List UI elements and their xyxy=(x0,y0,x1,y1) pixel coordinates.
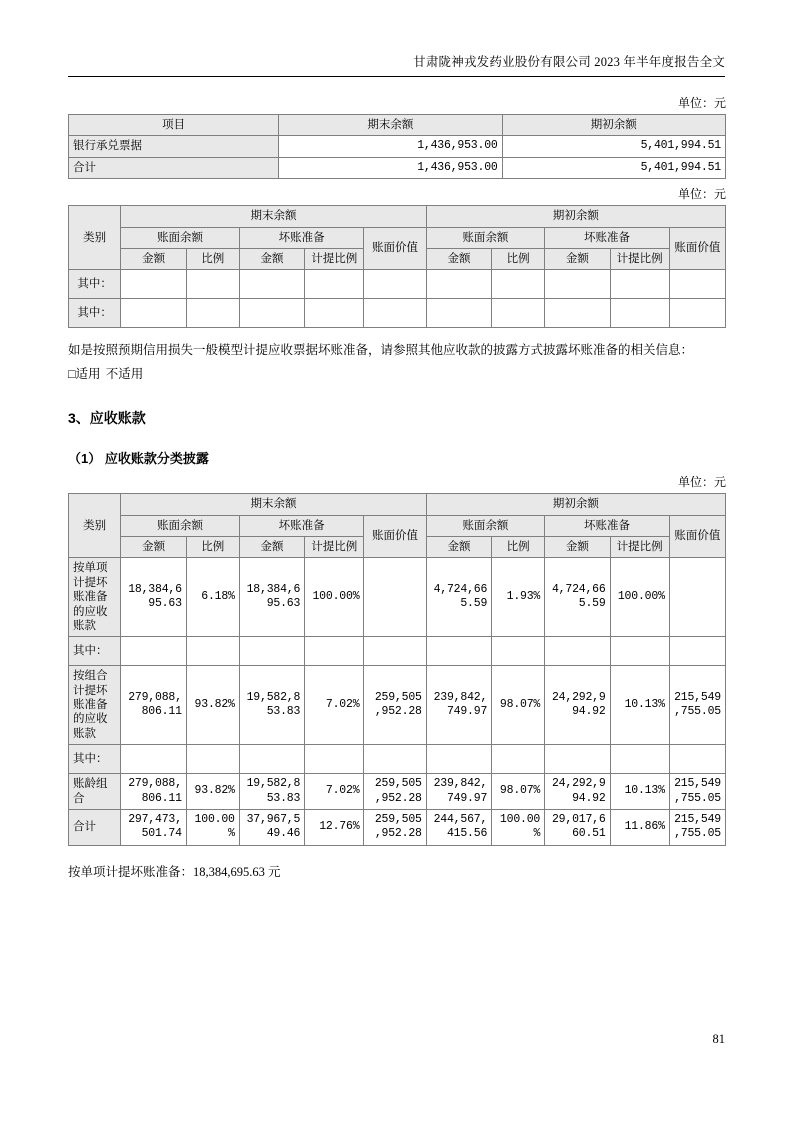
col-header-amount-begin: 金额 xyxy=(426,537,491,558)
cell-end-ratio: 100.00% xyxy=(186,809,239,845)
col-header-book-balance-begin: 账面余额 xyxy=(426,515,544,536)
table-row xyxy=(69,299,726,328)
cell xyxy=(239,270,304,299)
cell-end-bad-amount xyxy=(239,745,304,774)
cell-begin-bad-ratio: 11.86% xyxy=(610,809,669,845)
cell-begin-bad-ratio: 10.13% xyxy=(610,666,669,745)
cell-end-ratio: 93.82% xyxy=(186,666,239,745)
cell-end-ratio: 93.82% xyxy=(186,774,239,810)
applicable-options xyxy=(68,364,726,382)
cell-begin-balance: 5,401,994.51 xyxy=(502,136,725,157)
col-header-provision-ratio-end: 计提比例 xyxy=(305,537,364,558)
page-content xyxy=(68,88,726,880)
cell-begin-amount xyxy=(426,637,491,666)
row-label: 合计 xyxy=(69,157,279,178)
table-row xyxy=(69,270,726,299)
cell-begin-ratio: 100.00% xyxy=(492,809,545,845)
cell xyxy=(364,299,426,328)
cell xyxy=(426,270,491,299)
table-row xyxy=(69,666,726,745)
cell-begin-bad-ratio: 10.13% xyxy=(610,774,669,810)
col-header-ratio-begin: 比例 xyxy=(492,537,545,558)
notes-receivable-classification-table xyxy=(68,205,726,328)
cell-end-amount xyxy=(121,637,186,666)
col-header-end-balance: 期末余额 xyxy=(121,494,426,515)
cell-end-bad-ratio: 7.02% xyxy=(305,666,364,745)
cell xyxy=(669,270,725,299)
row-label: 银行承兑票据 xyxy=(69,136,279,157)
col-header-book-balance-begin: 账面余额 xyxy=(426,227,544,248)
table-row xyxy=(69,136,726,157)
col-header-bad-amount-end: 金额 xyxy=(239,537,304,558)
cell-end-ratio xyxy=(186,637,239,666)
cell-end-book-value: 259,505,952.28 xyxy=(364,809,426,845)
cell-end-bad-ratio xyxy=(305,637,364,666)
row-label: 按单项计提坏账准备的应收账款 xyxy=(69,558,121,637)
cell xyxy=(610,299,669,328)
col-header-book-balance-end: 账面余额 xyxy=(121,515,239,536)
col-header-bad-amount-begin: 金额 xyxy=(545,537,610,558)
cell-end-bad-ratio: 12.76% xyxy=(305,809,364,845)
cell-end-bad-amount: 19,582,853.83 xyxy=(239,774,304,810)
cell-end-bad-ratio xyxy=(305,745,364,774)
cell-begin-book-value: 215,549,755.05 xyxy=(669,809,725,845)
cell-begin-bad-ratio xyxy=(610,745,669,774)
cell xyxy=(186,270,239,299)
row-label: 合计 xyxy=(69,809,121,845)
cell-end-amount: 18,384,695.63 xyxy=(121,558,186,637)
col-header-ratio-begin: 比例 xyxy=(492,248,545,269)
cell-end-book-value xyxy=(364,558,426,637)
col-header-bad-debt-end: 坏账准备 xyxy=(239,227,364,248)
cell-end-book-value: 259,505,952.28 xyxy=(364,666,426,745)
col-header-provision-ratio-begin: 计提比例 xyxy=(610,248,669,269)
cell-begin-ratio: 98.07% xyxy=(492,666,545,745)
cell-begin-bad-amount: 29,017,660.51 xyxy=(545,809,610,845)
cell-begin-ratio: 98.07% xyxy=(492,774,545,810)
cell-end-bad-amount: 19,582,853.83 xyxy=(239,666,304,745)
cell-end-amount xyxy=(121,745,186,774)
cell xyxy=(121,299,186,328)
page-header xyxy=(68,52,725,77)
cell-begin-amount: 239,842,749.97 xyxy=(426,666,491,745)
col-header-begin-balance: 期初余额 xyxy=(426,206,725,227)
cell-begin-bad-amount xyxy=(545,745,610,774)
cell-begin-book-value xyxy=(669,637,725,666)
row-label: 按组合计提坏账准备的应收账款 xyxy=(69,666,121,745)
cell-begin-amount: 239,842,749.97 xyxy=(426,774,491,810)
option-applicable[interactable]: □适用 xyxy=(68,367,101,382)
table-header-row-2 xyxy=(69,515,726,536)
cell-end-amount: 297,473,501.74 xyxy=(121,809,186,845)
table-header-row-2 xyxy=(69,227,726,248)
cell-end-bad-amount xyxy=(239,637,304,666)
cell xyxy=(305,299,364,328)
notes-receivable-table xyxy=(68,114,726,179)
col-header-provision-ratio-begin: 计提比例 xyxy=(610,537,669,558)
col-header-bad-amount-end: 金额 xyxy=(239,248,304,269)
col-header-book-balance-end: 账面余额 xyxy=(121,227,239,248)
cell-begin-book-value xyxy=(669,558,725,637)
cell-begin-book-value: 215,549,755.05 xyxy=(669,666,725,745)
col-header-item: 项目 xyxy=(69,115,279,136)
cell xyxy=(492,270,545,299)
cell xyxy=(545,270,610,299)
page-number: 81 xyxy=(712,1032,725,1046)
unit-label-1: 单位：元 xyxy=(677,96,726,110)
cell-begin-balance: 5,401,994.51 xyxy=(502,157,725,178)
cell xyxy=(364,270,426,299)
col-header-bad-debt-end: 坏账准备 xyxy=(239,515,364,536)
col-header-book-value-begin: 账面价值 xyxy=(669,515,725,558)
cell xyxy=(669,299,725,328)
col-header-begin-balance: 期初余额 xyxy=(426,494,725,515)
cell-begin-bad-ratio xyxy=(610,637,669,666)
cell-end-amount: 279,088,806.11 xyxy=(121,666,186,745)
col-header-amount-end: 金额 xyxy=(121,537,186,558)
cell-begin-bad-amount: 4,724,665.59 xyxy=(545,558,610,637)
accounts-receivable-classification-table xyxy=(68,493,726,845)
col-header-book-value-end: 账面价值 xyxy=(364,227,426,270)
col-header-provision-ratio-end: 计提比例 xyxy=(305,248,364,269)
option-not-applicable[interactable]: 不适用 xyxy=(105,367,144,382)
cell-begin-bad-amount: 24,292,994.92 xyxy=(545,666,610,745)
cell-end-book-value xyxy=(364,637,426,666)
cell xyxy=(610,270,669,299)
cell-begin-amount: 4,724,665.59 xyxy=(426,558,491,637)
cell-begin-ratio xyxy=(492,637,545,666)
col-header-bad-amount-begin: 金额 xyxy=(545,248,610,269)
header-title: 甘肃陇神戎发药业股份有限公司 2023 年半年度报告全文 xyxy=(413,55,725,69)
cell-begin-book-value: 215,549,755.05 xyxy=(669,774,725,810)
footer-note: 按单项计提坏账准备：18,384,695.63 元 xyxy=(68,864,281,879)
cell-end-bad-amount: 37,967,549.46 xyxy=(239,809,304,845)
row-label: 其中： xyxy=(69,745,121,774)
row-label: 其中： xyxy=(69,637,121,666)
cell-begin-ratio xyxy=(492,745,545,774)
col-header-ratio-end: 比例 xyxy=(186,537,239,558)
cell-end-bad-amount: 18,384,695.63 xyxy=(239,558,304,637)
unit-label-2: 单位：元 xyxy=(677,187,726,202)
cell-end-balance: 1,436,953.00 xyxy=(279,136,502,157)
col-header-book-value-end: 账面价值 xyxy=(364,515,426,558)
col-header-end-balance: 期末余额 xyxy=(279,115,502,136)
section-title: 3、应收账款 xyxy=(68,410,146,427)
col-header-category: 类别 xyxy=(69,494,121,558)
table-row xyxy=(69,157,726,178)
cell xyxy=(305,270,364,299)
col-header-category: 类别 xyxy=(69,206,121,270)
cell xyxy=(239,299,304,328)
cell-begin-bad-ratio: 100.00% xyxy=(610,558,669,637)
header-divider xyxy=(68,76,725,77)
cell-begin-amount xyxy=(426,745,491,774)
cell-end-balance: 1,436,953.00 xyxy=(279,157,502,178)
col-header-amount-begin: 金额 xyxy=(426,248,491,269)
cell xyxy=(426,299,491,328)
col-header-book-value-begin: 账面价值 xyxy=(669,227,725,270)
table-row xyxy=(69,745,726,774)
cell xyxy=(545,299,610,328)
col-header-bad-debt-begin: 坏账准备 xyxy=(545,515,670,536)
cell-begin-amount: 244,567,415.56 xyxy=(426,809,491,845)
cell xyxy=(492,299,545,328)
col-header-bad-debt-begin: 坏账准备 xyxy=(545,227,670,248)
table-header-row xyxy=(69,115,726,136)
cell-begin-book-value xyxy=(669,745,725,774)
table-row xyxy=(69,637,726,666)
col-header-begin-balance: 期初余额 xyxy=(502,115,725,136)
table-row xyxy=(69,558,726,637)
col-header-amount-end: 金额 xyxy=(121,248,186,269)
cell-begin-bad-amount xyxy=(545,637,610,666)
cell-end-ratio xyxy=(186,745,239,774)
cell-end-amount: 279,088,806.11 xyxy=(121,774,186,810)
disclosure-note: 如是按照预期信用损失一般模型计提应收票据坏账准备，请参照其他应收款的披露方式披露坏账准备的相关信息： xyxy=(68,343,694,358)
cell-end-book-value xyxy=(364,745,426,774)
cell-end-book-value: 259,505,952.28 xyxy=(364,774,426,810)
cell-begin-ratio: 1.93% xyxy=(492,558,545,637)
subsection-title: （1） 应收账款分类披露 xyxy=(68,451,209,467)
table-row xyxy=(69,774,726,810)
cell-end-bad-ratio: 7.02% xyxy=(305,774,364,810)
table-header-row-1 xyxy=(69,206,726,227)
col-header-ratio-end: 比例 xyxy=(186,248,239,269)
row-label: 其中： xyxy=(69,299,121,328)
table-header-row-1 xyxy=(69,494,726,515)
cell-begin-bad-amount: 24,292,994.92 xyxy=(545,774,610,810)
col-header-end-balance: 期末余额 xyxy=(121,206,426,227)
row-label: 账龄组合 xyxy=(69,774,121,810)
row-label: 其中： xyxy=(69,270,121,299)
cell-end-bad-ratio: 100.00% xyxy=(305,558,364,637)
cell xyxy=(186,299,239,328)
table-row-total xyxy=(69,809,726,845)
cell-end-ratio: 6.18% xyxy=(186,558,239,637)
unit-label-3: 单位：元 xyxy=(677,475,726,490)
cell xyxy=(121,270,186,299)
